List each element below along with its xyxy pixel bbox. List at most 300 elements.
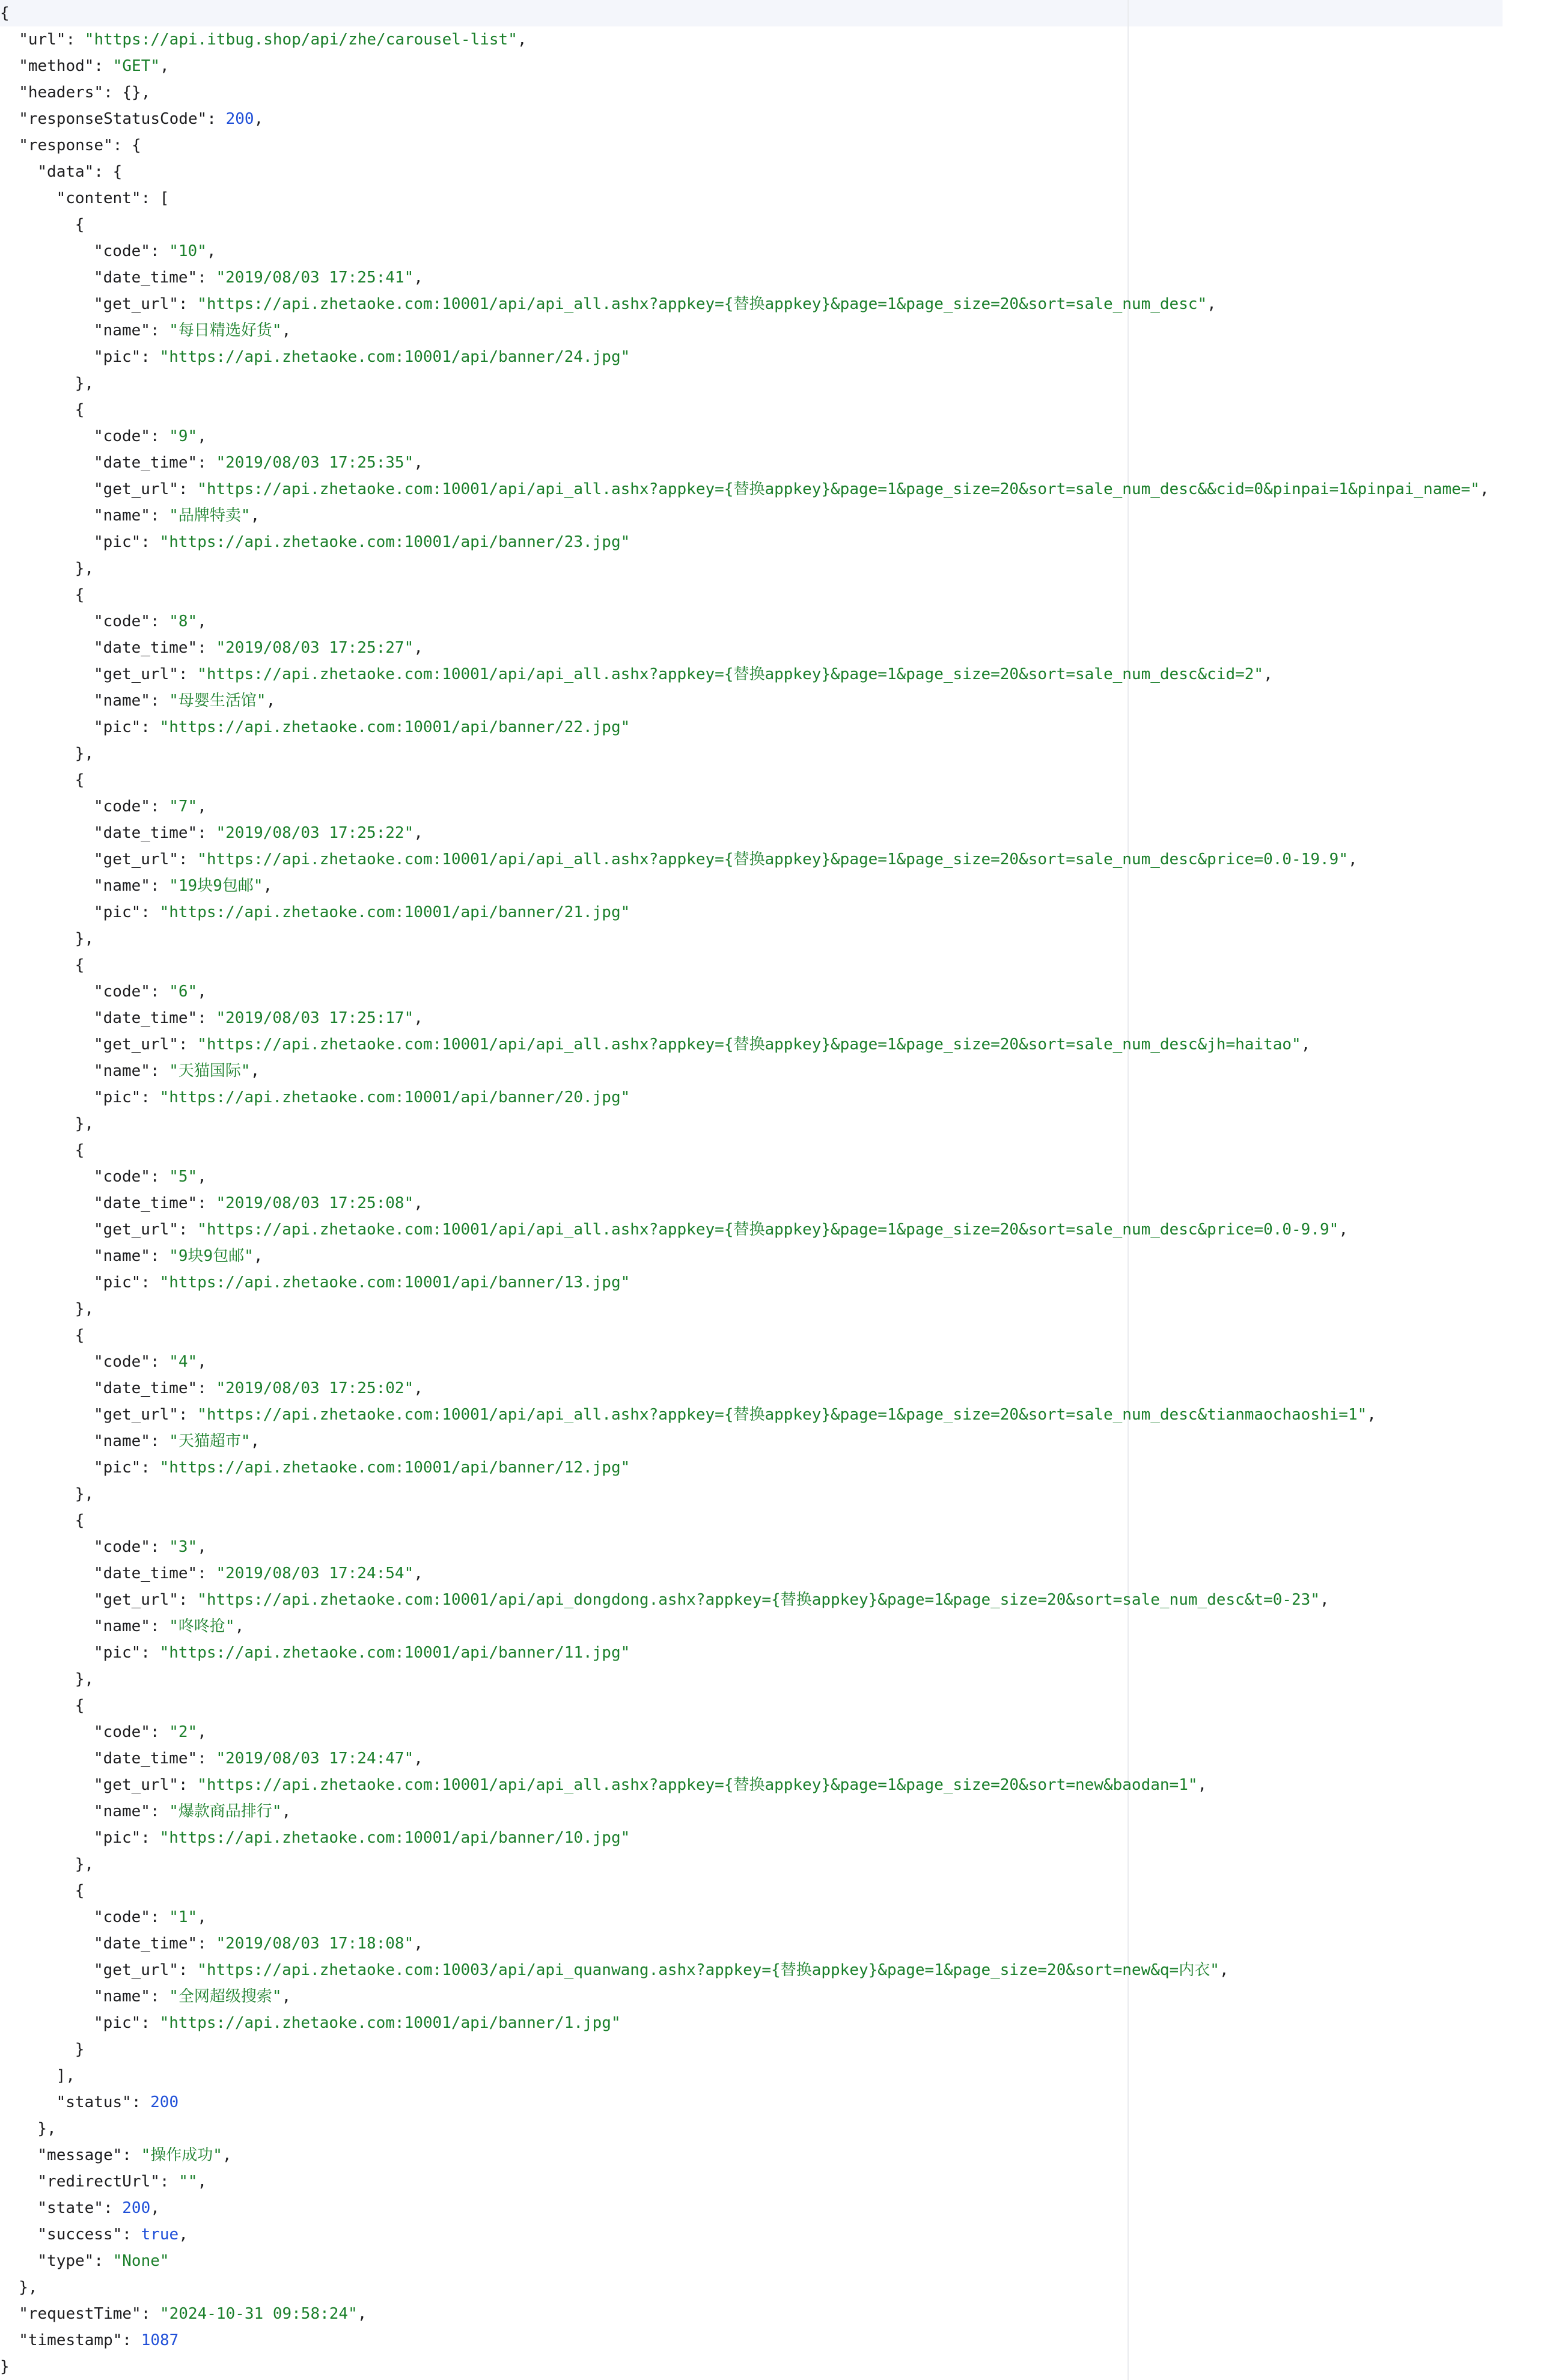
json-key: "get_url" bbox=[94, 1036, 179, 1054]
json-string-quote: " bbox=[188, 1353, 198, 1371]
json-punctuation: : bbox=[159, 2173, 179, 2191]
json-key: "date_time" bbox=[94, 454, 198, 472]
json-string-quote: " bbox=[404, 824, 414, 842]
json-string-quote: " bbox=[1329, 1221, 1339, 1239]
json-string-value: https://api.zhetaoke.com:10001/api/api_all.ashx?appkey={替换appkey}&page=1&page_size=20&sort=sale_num_desc bbox=[206, 295, 1198, 313]
json-punctuation: { bbox=[75, 1512, 85, 1530]
json-string-quote: " bbox=[253, 877, 263, 895]
content-item-name-line bbox=[0, 317, 1541, 344]
json-string-quote: " bbox=[216, 454, 226, 472]
method-line bbox=[0, 53, 1541, 79]
json-key: "type" bbox=[37, 2252, 94, 2270]
status-code-line bbox=[0, 106, 1541, 132]
json-string-value: 2019/08/03 17:18:08 bbox=[225, 1935, 404, 1953]
json-string-quote: " bbox=[197, 1776, 207, 1794]
timestamp-line bbox=[0, 2327, 1541, 2354]
data-open-line bbox=[0, 159, 1541, 185]
content-item-pic-line bbox=[0, 344, 1541, 370]
json-string-quote: " bbox=[216, 1009, 226, 1027]
json-key: "pic" bbox=[94, 2014, 141, 2032]
content-item-close bbox=[0, 1296, 1541, 1322]
json-string-value: 5 bbox=[178, 1168, 188, 1186]
json-string-value: https://api.zhetaoke.com:10001/api/banner/10.jpg bbox=[169, 1829, 621, 1847]
json-string-quote: " bbox=[188, 1168, 198, 1186]
json-string-quote: " bbox=[169, 1617, 179, 1635]
content-item-pic-line bbox=[0, 2010, 1541, 2036]
json-key: "code" bbox=[94, 1908, 150, 1926]
json-punctuation: : bbox=[178, 850, 198, 868]
json-key: "get_url" bbox=[94, 295, 179, 313]
json-punctuation: , bbox=[263, 877, 273, 895]
json-punctuation: }, bbox=[75, 1115, 94, 1133]
json-punctuation: , bbox=[413, 1379, 423, 1397]
json-punctuation: : bbox=[178, 1961, 198, 1979]
content-item-date-time-line bbox=[0, 635, 1541, 661]
json-key: "pic" bbox=[94, 1829, 141, 1847]
content-item-code-line bbox=[0, 978, 1541, 1005]
json-punctuation: : bbox=[150, 1168, 169, 1186]
json-string-quote: " bbox=[169, 1538, 179, 1556]
json-string-quote: " bbox=[169, 1062, 179, 1080]
json-punctuation: : bbox=[150, 1802, 169, 1820]
json-punctuation: , bbox=[197, 1538, 207, 1556]
json-key: "pic" bbox=[94, 348, 141, 366]
json-punctuation: , bbox=[150, 2199, 160, 2217]
content-item-get-url-line bbox=[0, 291, 1541, 317]
json-punctuation: { bbox=[75, 956, 85, 974]
root-open-brace bbox=[0, 0, 1541, 26]
json-punctuation: : bbox=[178, 480, 198, 498]
json-string-value: https://api.zhetaoke.com:10001/api/api_all.ashx?appkey={替换appkey}&page=1&page_size=20&sort=sale_num_desc&price=0.0-9.9 bbox=[206, 1221, 1329, 1239]
redirect-url-line bbox=[0, 2168, 1541, 2195]
content-item-name-line bbox=[0, 1798, 1541, 1825]
json-punctuation: : bbox=[94, 163, 113, 181]
content-item-open bbox=[0, 952, 1541, 978]
content-item-open bbox=[0, 582, 1541, 608]
content-item-date-time-line bbox=[0, 450, 1541, 476]
json-key: "name" bbox=[94, 1988, 150, 2006]
json-punctuation: : bbox=[150, 322, 169, 340]
json-punctuation: : bbox=[94, 2252, 113, 2270]
json-key: "code" bbox=[94, 1723, 150, 1741]
content-item-date-time-line bbox=[0, 1560, 1541, 1587]
json-string-value: 2019/08/03 17:24:47 bbox=[225, 1750, 404, 1768]
json-string-value: 9 bbox=[178, 427, 188, 445]
json-punctuation: , bbox=[234, 1617, 245, 1635]
content-item-open bbox=[0, 212, 1541, 238]
json-string-quote: " bbox=[404, 1194, 414, 1212]
json-punctuation: : bbox=[141, 1274, 160, 1292]
json-punctuation: : bbox=[150, 1432, 169, 1450]
json-punctuation: : bbox=[197, 1194, 216, 1212]
content-item-name-line bbox=[0, 502, 1541, 529]
type-line bbox=[0, 2248, 1541, 2274]
json-punctuation: : bbox=[150, 427, 169, 445]
json-string-value: 每日精选好货 bbox=[178, 322, 272, 340]
json-string-quote: " bbox=[216, 639, 226, 657]
json-string-quote: " bbox=[159, 1274, 169, 1292]
json-string-quote: " bbox=[179, 2173, 188, 2191]
json-punctuation: : bbox=[197, 639, 216, 657]
json-key: "headers" bbox=[19, 84, 104, 102]
content-item-open bbox=[0, 1692, 1541, 1719]
content-item-open bbox=[0, 767, 1541, 793]
json-string-quote: " bbox=[216, 1564, 226, 1582]
json-string-value: 咚咚抢 bbox=[178, 1617, 225, 1635]
content-item-name-line bbox=[0, 1058, 1541, 1084]
json-string-quote: " bbox=[197, 1221, 207, 1239]
json-punctuation: , bbox=[222, 2146, 232, 2164]
json-key: "url" bbox=[19, 31, 66, 49]
json-punctuation: } bbox=[75, 2040, 85, 2058]
json-punctuation: : bbox=[150, 1062, 169, 1080]
json-string-quote: " bbox=[197, 242, 207, 260]
json-punctuation: , bbox=[250, 1432, 260, 1450]
json-key: "pic" bbox=[94, 1459, 141, 1477]
json-string-quote: " bbox=[188, 427, 198, 445]
json-punctuation: , bbox=[413, 269, 423, 287]
json-punctuation: , bbox=[197, 1168, 207, 1186]
content-item-close bbox=[0, 1851, 1541, 1878]
json-key: "code" bbox=[94, 612, 150, 630]
json-string-quote: " bbox=[197, 1591, 207, 1609]
json-key: "date_time" bbox=[94, 824, 198, 842]
json-string-quote: " bbox=[1470, 480, 1480, 498]
json-string-quote: " bbox=[197, 850, 207, 868]
json-string-value: 全网超级搜索 bbox=[178, 1988, 272, 2006]
json-punctuation: , bbox=[517, 31, 527, 49]
json-string-quote: " bbox=[240, 1432, 251, 1450]
content-item-date-time-line bbox=[0, 1005, 1541, 1031]
json-punctuation: : bbox=[141, 1088, 160, 1106]
json-string-quote: " bbox=[1188, 1776, 1198, 1794]
content-item-pic-line bbox=[0, 529, 1541, 555]
json-punctuation: , bbox=[1338, 1221, 1348, 1239]
request-time-line bbox=[0, 2301, 1541, 2327]
json-number-value: 200 bbox=[122, 2199, 151, 2217]
json-punctuation: , bbox=[197, 1908, 207, 1926]
json-string-quote: " bbox=[197, 480, 207, 498]
json-punctuation: : bbox=[178, 1036, 198, 1054]
json-string-quote: " bbox=[272, 1988, 282, 2006]
json-punctuation: , bbox=[254, 110, 264, 128]
json-punctuation: { bbox=[75, 1697, 85, 1715]
content-item-date-time-line bbox=[0, 1930, 1541, 1957]
json-punctuation: }, bbox=[75, 1485, 94, 1503]
json-string-quote: " bbox=[216, 1379, 226, 1397]
json-string-value: https://api.zhetaoke.com:10001/api/api_all.ashx?appkey={替换appkey}&page=1&page_size=20&sort=sale_num_desc&jh=haitao bbox=[206, 1036, 1292, 1054]
json-punctuation: , bbox=[197, 1723, 207, 1741]
json-string-value: 1 bbox=[178, 1908, 188, 1926]
json-string-value: https://api.zhetaoke.com:10003/api/api_quanwang.ashx?appkey={替换appkey}&page=1&page_size=20&sort=new&q=内衣 bbox=[206, 1961, 1210, 1979]
json-punctuation: , bbox=[413, 1009, 423, 1027]
json-string-quote: " bbox=[169, 877, 179, 895]
json-string-quote: " bbox=[197, 1036, 207, 1054]
content-item-name-line bbox=[0, 688, 1541, 714]
json-punctuation: : bbox=[141, 2014, 160, 2032]
json-punctuation: , bbox=[1367, 1406, 1376, 1424]
content-item-close bbox=[0, 1666, 1541, 1692]
json-string-quote: " bbox=[84, 31, 94, 49]
json-string-quote: " bbox=[169, 1908, 179, 1926]
json-string-quote: " bbox=[216, 269, 226, 287]
response-close-line bbox=[0, 2274, 1541, 2301]
json-string-quote: " bbox=[620, 533, 630, 551]
json-key: "date_time" bbox=[94, 639, 198, 657]
json-punctuation: : bbox=[197, 454, 216, 472]
content-item-get-url-line bbox=[0, 1587, 1541, 1613]
json-punctuation: : bbox=[141, 718, 160, 736]
content-item-code-line bbox=[0, 1349, 1541, 1375]
json-key: "name" bbox=[94, 692, 150, 710]
response-open-line bbox=[0, 132, 1541, 159]
json-punctuation: { bbox=[75, 1141, 85, 1159]
json-string-value: https://api.zhetaoke.com:10001/api/api_all.ashx?appkey={替换appkey}&page=1&page_size=20&sort=new&baodan=1 bbox=[206, 1776, 1188, 1794]
json-punctuation: }, bbox=[75, 930, 94, 948]
json-string-value: 9块9包邮 bbox=[178, 1247, 245, 1265]
json-key: "date_time" bbox=[94, 269, 198, 287]
content-item-pic-line bbox=[0, 1640, 1541, 1666]
json-punctuation: : bbox=[112, 136, 132, 154]
content-item-close bbox=[0, 2036, 1541, 2063]
json-punctuation: , bbox=[1219, 1961, 1229, 1979]
content-item-code-line bbox=[0, 1904, 1541, 1930]
json-punctuation: : bbox=[197, 824, 216, 842]
json-string-quote: " bbox=[169, 983, 179, 1001]
json-string-quote: " bbox=[620, 1274, 630, 1292]
json-key: "name" bbox=[94, 877, 150, 895]
json-key: "pic" bbox=[94, 533, 141, 551]
json-string-value: https://api.zhetaoke.com:10001/api/banner/23.jpg bbox=[169, 533, 621, 551]
json-punctuation: , bbox=[197, 2173, 207, 2191]
json-punctuation: : bbox=[141, 189, 160, 207]
json-string-value: 7 bbox=[178, 798, 188, 816]
content-item-name-line bbox=[0, 1983, 1541, 2010]
json-punctuation: : bbox=[150, 1247, 169, 1265]
content-item-code-line bbox=[0, 238, 1541, 264]
json-string-quote: " bbox=[348, 2305, 358, 2323]
json-string-quote: " bbox=[169, 1723, 179, 1741]
json-string-quote: " bbox=[159, 1088, 169, 1106]
json-string-value: 2019/08/03 17:25:27 bbox=[225, 639, 404, 657]
json-string-value: 19块9包邮 bbox=[178, 877, 254, 895]
json-string-quote: " bbox=[188, 983, 198, 1001]
root-close-brace bbox=[0, 2354, 1541, 2380]
json-string-quote: " bbox=[620, 348, 630, 366]
json-string-quote: " bbox=[159, 1829, 169, 1847]
content-item-name-line bbox=[0, 1243, 1541, 1269]
json-punctuation: , bbox=[413, 1564, 423, 1582]
json-string-quote: " bbox=[240, 507, 251, 525]
json-string-quote: " bbox=[611, 2014, 621, 2032]
json-string-quote: " bbox=[404, 1379, 414, 1397]
json-string-value: https://api.zhetaoke.com:10001/api/api_all.ashx?appkey={替换appkey}&page=1&page_size=20&sort=sale_num_desc&tianmaochaoshi=1 bbox=[206, 1406, 1358, 1424]
json-punctuation: : bbox=[150, 1538, 169, 1556]
json-punctuation: { bbox=[75, 1326, 85, 1344]
json-string-value: 操作成功 bbox=[150, 2146, 213, 2164]
json-key: "pic" bbox=[94, 1088, 141, 1106]
json-punctuation: , bbox=[141, 84, 151, 102]
json-string-quote: " bbox=[169, 1988, 179, 2006]
json-punctuation: : bbox=[197, 1564, 216, 1582]
json-string-quote: " bbox=[160, 2305, 169, 2323]
json-key: "pic" bbox=[94, 1274, 141, 1292]
json-string-quote: " bbox=[620, 1644, 630, 1662]
content-item-close bbox=[0, 1111, 1541, 1137]
json-string-quote: " bbox=[112, 57, 123, 75]
json-punctuation: : bbox=[150, 692, 169, 710]
json-string-value: 天猫超市 bbox=[178, 1432, 241, 1450]
json-string-quote: " bbox=[169, 692, 179, 710]
json-string-quote: " bbox=[169, 322, 179, 340]
json-string-value: 母婴生活馆 bbox=[178, 692, 257, 710]
json-string-quote: " bbox=[1292, 1036, 1301, 1054]
json-punctuation: : bbox=[178, 1406, 198, 1424]
json-punctuation: [ bbox=[159, 189, 169, 207]
json-string-value: 2019/08/03 17:25:22 bbox=[225, 824, 404, 842]
json-punctuation: { bbox=[0, 4, 10, 22]
json-punctuation: , bbox=[413, 454, 423, 472]
json-punctuation: : bbox=[122, 2226, 141, 2244]
json-punctuation: : bbox=[178, 1776, 198, 1794]
json-key: "code" bbox=[94, 798, 150, 816]
content-item-pic-line bbox=[0, 1269, 1541, 1296]
json-string-quote: " bbox=[225, 1617, 235, 1635]
json-string-value: 爆款商品排行 bbox=[178, 1802, 272, 1820]
json-punctuation: : bbox=[131, 2093, 151, 2111]
json-key: "name" bbox=[94, 1247, 150, 1265]
json-punctuation: , bbox=[250, 1062, 260, 1080]
json-key: "message" bbox=[37, 2146, 123, 2164]
json-string-quote: " bbox=[404, 269, 414, 287]
json-punctuation: { bbox=[75, 1882, 85, 1900]
json-key: "name" bbox=[94, 1062, 150, 1080]
json-punctuation: , bbox=[1301, 1036, 1311, 1054]
json-string-quote: " bbox=[272, 322, 282, 340]
json-string-quote: " bbox=[159, 348, 169, 366]
content-item-close bbox=[0, 1481, 1541, 1507]
json-punctuation: : bbox=[150, 1908, 169, 1926]
json-punctuation: : bbox=[150, 507, 169, 525]
json-punctuation: , bbox=[197, 798, 207, 816]
json-key: "date_time" bbox=[94, 1564, 198, 1582]
json-punctuation: , bbox=[1480, 480, 1489, 498]
json-string-quote: " bbox=[197, 665, 207, 683]
content-item-name-line bbox=[0, 1613, 1541, 1640]
json-punctuation: , bbox=[281, 322, 291, 340]
json-punctuation: : bbox=[122, 2146, 141, 2164]
json-punctuation: : bbox=[178, 1591, 198, 1609]
json-string-quote: " bbox=[404, 1009, 414, 1027]
content-close-line bbox=[0, 2063, 1541, 2089]
json-punctuation: : bbox=[141, 348, 160, 366]
json-number-value: 200 bbox=[225, 110, 254, 128]
json-string-quote: " bbox=[159, 718, 169, 736]
content-item-name-line bbox=[0, 873, 1541, 899]
json-string-value: 3 bbox=[178, 1538, 188, 1556]
json-string-quote: " bbox=[188, 1723, 198, 1741]
json-punctuation: }, bbox=[75, 560, 94, 578]
json-key: "data" bbox=[37, 163, 94, 181]
data-status-line bbox=[0, 2089, 1541, 2116]
json-string-quote: " bbox=[169, 612, 179, 630]
json-key: "name" bbox=[94, 322, 150, 340]
json-punctuation: , bbox=[1320, 1591, 1329, 1609]
json-punctuation: }, bbox=[75, 374, 94, 392]
content-item-get-url-line bbox=[0, 846, 1541, 873]
json-string-quote: " bbox=[216, 1750, 226, 1768]
json-key: "code" bbox=[94, 242, 150, 260]
json-punctuation: { bbox=[75, 771, 85, 789]
json-key: "success" bbox=[37, 2226, 123, 2244]
json-string-quote: " bbox=[159, 1644, 169, 1662]
json-string-value: 2024-10-31 09:58:24 bbox=[169, 2305, 349, 2323]
json-string-quote: " bbox=[404, 1750, 414, 1768]
json-punctuation: , bbox=[413, 1935, 423, 1953]
json-string-quote: " bbox=[216, 1194, 226, 1212]
json-string-quote: " bbox=[620, 1088, 630, 1106]
json-string-quote: " bbox=[620, 1829, 630, 1847]
json-punctuation: , bbox=[281, 1802, 291, 1820]
json-punctuation: : bbox=[94, 57, 113, 75]
json-string-value: 10 bbox=[178, 242, 198, 260]
json-string-value: https://api.zhetaoke.com:10001/api/api_all.ashx?appkey={替换appkey}&page=1&page_size=20&sort=sale_num_desc&price=0.0-19.9 bbox=[206, 850, 1339, 868]
json-punctuation: }, bbox=[37, 2120, 56, 2138]
json-string-quote: " bbox=[112, 2252, 123, 2270]
json-string-quote: " bbox=[404, 1564, 414, 1582]
json-punctuation: , bbox=[266, 692, 276, 710]
json-string-quote: " bbox=[213, 2146, 222, 2164]
json-key: "get_url" bbox=[94, 1591, 179, 1609]
json-string-quote: " bbox=[169, 1432, 179, 1450]
json-punctuation: : bbox=[150, 1617, 169, 1635]
json-key: "date_time" bbox=[94, 1935, 198, 1953]
json-punctuation: ], bbox=[56, 2067, 75, 2085]
json-string-quote: " bbox=[1338, 850, 1348, 868]
json-key: "get_url" bbox=[94, 665, 179, 683]
json-key: "get_url" bbox=[94, 1406, 179, 1424]
json-punctuation: : bbox=[197, 1935, 216, 1953]
json-string-value: 8 bbox=[178, 612, 188, 630]
json-punctuation: : bbox=[141, 1829, 160, 1847]
json-punctuation: { bbox=[75, 586, 85, 604]
json-punctuation: , bbox=[197, 427, 207, 445]
content-item-close bbox=[0, 370, 1541, 397]
json-string-quote: " bbox=[169, 1247, 179, 1265]
content-item-get-url-line bbox=[0, 1031, 1541, 1058]
json-string-quote: " bbox=[1197, 295, 1207, 313]
json-punctuation: : bbox=[197, 269, 216, 287]
json-object-literal: {} bbox=[122, 84, 141, 102]
json-string-value: 4 bbox=[178, 1353, 188, 1371]
json-punctuation: { bbox=[75, 401, 85, 419]
content-item-get-url-line bbox=[0, 1957, 1541, 1983]
json-string-quote: " bbox=[188, 1908, 198, 1926]
message-line bbox=[0, 2142, 1541, 2168]
json-string-quote: " bbox=[240, 1062, 251, 1080]
content-item-open bbox=[0, 1322, 1541, 1349]
json-string-quote: " bbox=[169, 242, 179, 260]
json-string-quote: " bbox=[159, 1459, 169, 1477]
json-punctuation: , bbox=[281, 1988, 291, 2006]
json-string-value: https://api.zhetaoke.com:10001/api/banner/12.jpg bbox=[169, 1459, 621, 1477]
json-string-value: https://api.zhetaoke.com:10001/api/api_dongdong.ashx?appkey={替换appkey}&page=1&page_size=20&sort=sale_num_desc&t=0-23 bbox=[206, 1591, 1311, 1609]
data-close-line bbox=[0, 2116, 1541, 2142]
json-string-quote: " bbox=[188, 798, 198, 816]
json-key: "state" bbox=[37, 2199, 103, 2217]
json-string-quote: " bbox=[216, 824, 226, 842]
content-item-pic-line bbox=[0, 1084, 1541, 1111]
